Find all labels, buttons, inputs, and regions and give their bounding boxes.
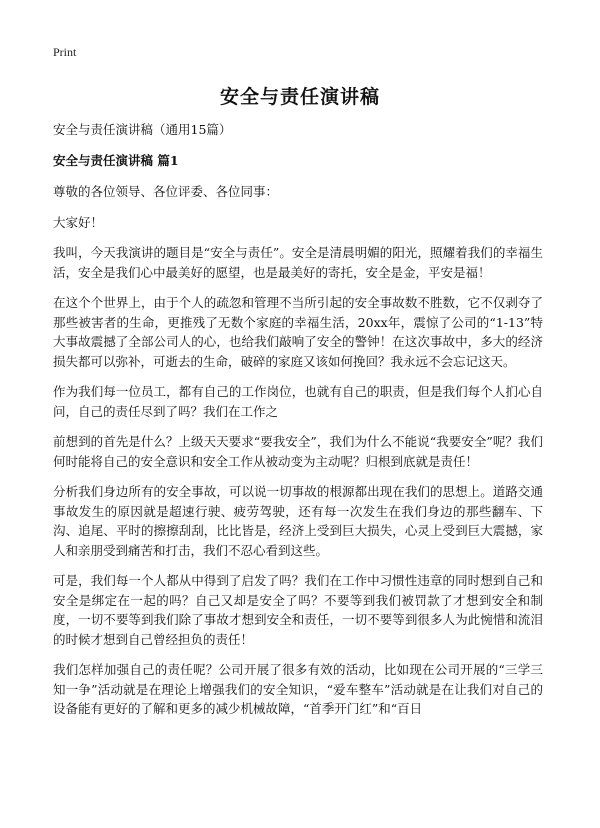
document-subtitle: 安全与责任演讲稿（通用15篇） xyxy=(53,122,232,137)
paragraph: 我们怎样加强自己的责任呢？公司开展了很多有效的活动，比如现在公司开展的“三学三知一争”活动就是在理论上增强我们的安全知识，“爱车整车”活动就是在让我们对自己的设备能有更好的了解和更多的减少机械故障，“首季开门红”和“百日 xyxy=(53,662,543,716)
paragraph-salutation: 尊敬的各位领导、各位评委、各位同事： xyxy=(53,184,279,199)
paragraph: 在这个个世界上，由于个人的疏忽和管理不当所引起的安全事故数不胜数，它不仅剥夺了那些被害者的生命，更推残了无数个家庭的幸福生活，20xx年，震惊了公司的“1-13”特大事故震撼了全部公司人的心，也给我们敲响了安全的警钟！在这次事故中，多大的经济损失都可以弥补，可逝去的生命，破碎的家庭又该如何挽回？我永远不会忘记这天。 xyxy=(53,295,543,369)
paragraph: 分析我们身边所有的安全事故，可以说一切事故的根源都出现在我们的思想上。道路交通事故发生的原因就是超速行驶、疲劳驾驶，还有每一次发生在我们身边的那些翻车、下沟、追尾、平时的擦擦刮刮，比比皆是，经济上受到巨大损失，心灵上受到巨大震撼，家人和亲朋受到痛苦和打击，我们不忍心看到这些。 xyxy=(53,484,543,558)
section-heading: 安全与责任演讲稿 篇1 xyxy=(53,153,179,168)
paragraph: 作为我们每一位员工，都有自己的工作岗位，也就有自己的职责，但是我们每个人扪心自问，自己的责任尽到了吗？我们在工作之 xyxy=(53,384,543,419)
document-title: 安全与责任演讲稿 xyxy=(219,86,380,108)
paragraph-greeting: 大家好！ xyxy=(53,214,104,230)
print-label: Print xyxy=(53,45,77,59)
paragraph: 可是，我们每一个人都从中得到了启发了吗？我们在工作中习惯性违章的同时想到自己和安全是绑定在一起的吗？自己又却是安全了吗？不要等到我们被罚款了才想到安全和制度，一切不要等到我们除了事故才想到安全和责任，一切不要等到很多人为此惋惜和流泪的时候才想到自己曾经担负的责任！ xyxy=(53,573,543,647)
paragraph: 我叫，今天我演讲的题目是“安全与责任”。安全是清晨明媚的阳光，照耀着我们的幸福生活，安全是我们心中最美好的愿望，也是最美好的寄托，安全是金，平安是福！ xyxy=(53,245,543,280)
document-body xyxy=(53,120,543,730)
paragraph: 前想到的首先是什么？上级天天要求“要我安全”，我们为什么不能说“我要安全”呢？我们何时能将自己的安全意识和安全工作从被动变为主动呢？归根到底就是责任！ xyxy=(53,434,543,469)
